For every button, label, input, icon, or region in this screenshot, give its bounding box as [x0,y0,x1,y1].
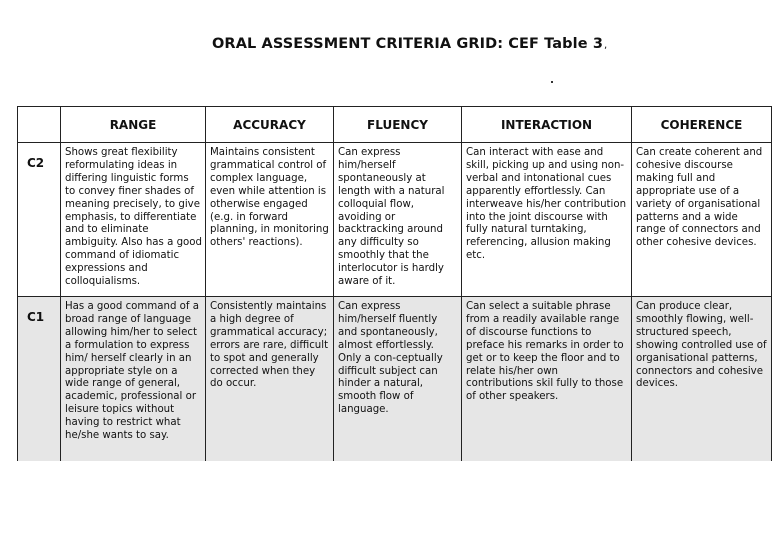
level-label: C2 [18,143,61,297]
table-row-c1 [18,297,772,462]
coherence-cell [632,297,772,462]
coherence-cell [632,143,772,297]
header-row [18,107,772,143]
interaction-text: Can interact with ease and skill, picking up and using non-verbal and intonational cues apparently effortlessly. Can interweave his/her contribution into the joint discourse with fully natural turntaking, referencing, allusion making etc. [466,147,627,262]
accuracy-cell [206,143,334,297]
header-fluency: FLUENCY [334,107,462,143]
accuracy-text: Maintains consistent grammatical control of complex language, even while attention is otherwise engaged (e.g. in forward planning, in monitoring others' reactions). [210,147,329,249]
header-accuracy: ACCURACY [206,107,334,143]
title-mark: , [604,40,608,51]
fluency-text: Can express him/herself fluently and spontaneously, almost effortlessly. Only a con-ceptually difficult subject can hinder a natural, smooth flow of language. [338,301,443,416]
header-level [18,107,61,143]
range-cell [61,143,206,297]
fluency-text: Can express him/herself spontaneously at length with a natural colloquial flow, avoiding or backtracking around any difficulty so smoothly that the interlocutor is hardly aware of it. [338,147,445,288]
accuracy-cell [206,297,334,462]
accuracy-text: Consistently maintains a high degree of grammatical accuracy; errors are rare, difficult to spot and generally corrected when they do occur. [210,301,329,390]
table-row-c2 [18,143,772,297]
fluency-cell [334,297,462,462]
range-cell [61,297,206,462]
header-coherence: COHERENCE [632,107,772,143]
interaction-cell [462,297,632,462]
range-text: Has a good command of a broad range of language allowing him/her to select a formulation to express him/ herself clearly in an appropriate style on a wide range of general, academic, professional or leisure topics without having to restrict what he/she wants to say. [65,301,199,442]
range-text: Shows great flexibility reformulating ideas in differing linguistic forms to convey finer shades of meaning precisely, to give emphasis, to differentiate and to eliminate ambiguity. Also has a good command of idiomatic expressions and colloquialisms. [65,147,202,288]
stray-dot [551,81,553,83]
criteria-grid-table [17,106,772,461]
interaction-cell [462,143,632,297]
fluency-cell [334,143,462,297]
header-interaction: INTERACTION [462,107,632,143]
header-range: RANGE [61,107,206,143]
page-title [212,36,607,52]
interaction-text: Can select a suitable phrase from a readily available range of discourse functions to preface his remarks in order to get or to keep the floor and to relate his/her own contributions skil fully to those of other speakers. [466,301,624,403]
level-label: C1 [18,297,61,462]
coherence-text: Can produce clear, smoothly flowing, well-structured speech, showing controlled use of organisational patterns, connectors and cohesive devices. [636,301,767,390]
page-title-text: ORAL ASSESSMENT CRITERIA GRID: CEF Table 3 [212,36,604,52]
coherence-text: Can create coherent and cohesive discourse making full and appropriate use of a variety of organisational patterns and a wide range of connectors and other cohesive devices. [636,147,763,249]
